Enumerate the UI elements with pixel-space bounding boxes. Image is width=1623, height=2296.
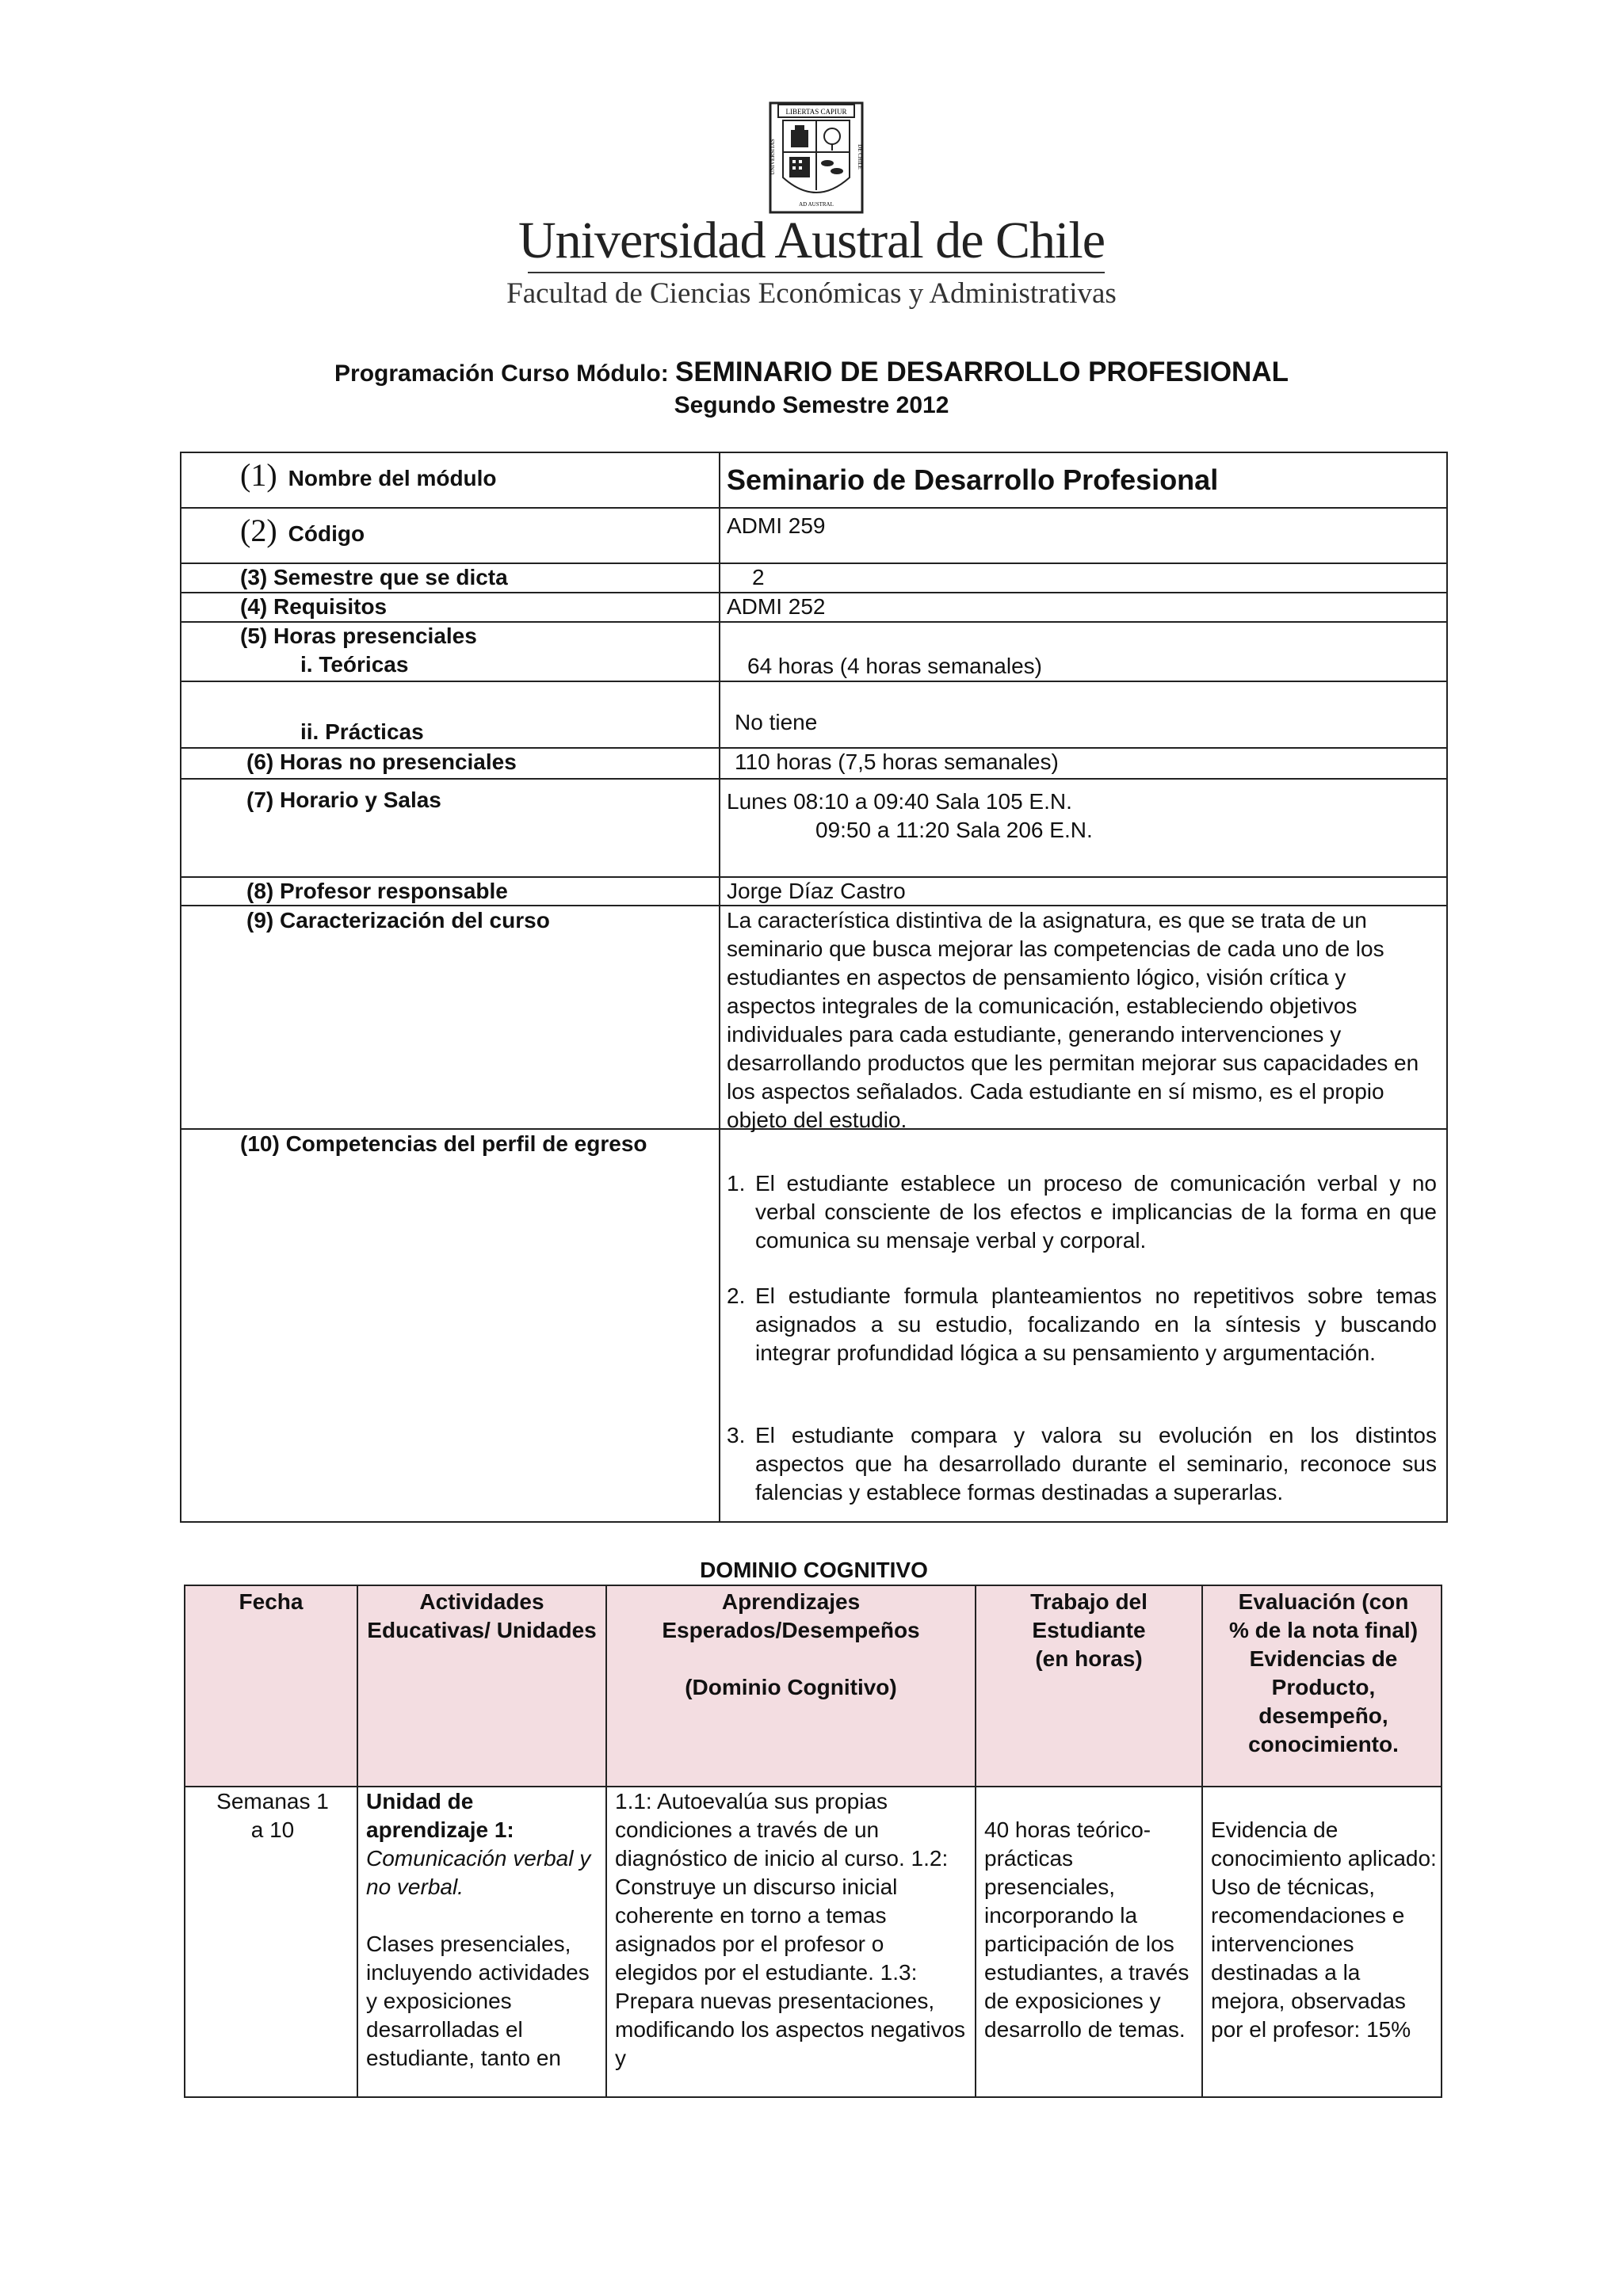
row-aprendizajes: 1.1: Autoevalúa sus propias condiciones a través de un diagnóstico de inicio al curso. 1.2: Construye un discurso inicial coherente en torno a temas asignados por el profesor o elegidos por el estudiante. 1.3: Prepara nuevas presentaciones, modificando los aspectos negativos y bbox=[615, 1789, 966, 2070]
code-value: ADMI 259 bbox=[727, 513, 826, 538]
column-divider bbox=[605, 1586, 607, 2096]
theory-hours-value: 64 horas (4 horas semanales) bbox=[747, 654, 1042, 678]
code-label: (2) Código bbox=[240, 513, 365, 548]
requirements-label: (4) Requisitos bbox=[240, 594, 388, 619]
svg-text:DE CHILE: DE CHILE bbox=[857, 144, 863, 170]
row-trabajo: 40 horas teórico-prácticas presenciales, incorporando la participación de los estudiantes, a través de exposiciones y desarrollo de temas. bbox=[984, 1817, 1190, 2042]
header-divider bbox=[528, 272, 1105, 273]
column-divider bbox=[975, 1586, 976, 2096]
university-seal-logo bbox=[767, 101, 865, 214]
row-evaluacion: Evidencia de conocimiento aplicado: Uso de técnicas, recomendaciones e intervenciones destinadas a la mejora, observadas por el profesor: 15% bbox=[1211, 1817, 1437, 2042]
requirements-value: ADMI 252 bbox=[727, 594, 826, 619]
column-divider bbox=[357, 1586, 358, 2096]
module-name-label: (1) Nombre del módulo bbox=[240, 457, 497, 493]
non-contact-hours-label: (6) Horas no presenciales bbox=[246, 749, 517, 774]
column-divider bbox=[1201, 1586, 1203, 2096]
university-name: Universidad Austral de Chile bbox=[517, 212, 1106, 269]
non-contact-hours-value: 110 horas (7,5 horas semanales) bbox=[735, 749, 1059, 774]
course-name-title: SEMINARIO DE DESARROLLO PROFESIONAL bbox=[675, 357, 1289, 387]
column-divider bbox=[719, 453, 720, 1521]
header-actividades: Actividades Educativas/ Unidades bbox=[367, 1589, 597, 1642]
professor-label: (8) Profesor responsable bbox=[246, 879, 508, 903]
document-title bbox=[158, 357, 1465, 390]
competency-1: 1. El estudiante establece un proceso de comunicación verbal y no verbal consciente de los efectos e implicancias de la forma en que comunica su mensaje verbal y corporal. bbox=[727, 1171, 1437, 1253]
schedule-value-1: Lunes 08:10 a 09:40 Sala 105 E.N. bbox=[727, 789, 1072, 814]
theory-hours-label: i. Teóricas bbox=[300, 652, 409, 677]
schedule-label: (7) Horario y Salas bbox=[246, 788, 441, 812]
module-name-value: Seminario de Desarrollo Profesional bbox=[727, 463, 1219, 496]
course-info-table bbox=[180, 452, 1448, 1523]
row-fecha: Semanas 1 a 10 bbox=[216, 1789, 329, 1842]
course-characterization-value: La característica distintiva de la asignatura, es que se trata de un seminario que busca mejorar las competencias de cada uno de los estudiantes en aspectos de pensamiento lógico, visión crítica y aspectos integrales de la comunicación, estableciendo objetivos individuales para cada estudiante, generando intervenciones y desarrollando productos que les permitan mejorar sus capacidades en los aspectos señalados. Cada estudiante en sí mismo, es el propio objeto del estudio. bbox=[727, 908, 1419, 1132]
row-divider bbox=[181, 507, 1446, 509]
competency-2: 2. El estudiante formula planteamientos no repetitivos sobre temas asignados a su estudio, focalizando en la síntesis y buscando integrar profundidad lógica a su pensamiento y argumentación. bbox=[727, 1283, 1437, 1365]
schedule-value-2: 09:50 a 11:20 Sala 206 E.N. bbox=[815, 818, 1093, 842]
row-divider bbox=[181, 681, 1446, 682]
cognitive-domain-table bbox=[184, 1585, 1442, 2098]
header-fecha: Fecha bbox=[239, 1589, 304, 1614]
contact-hours-label: (5) Horas presenciales bbox=[240, 624, 477, 648]
row-actividades: Unidad de aprendizaje 1: Comunicación verbal y no verbal. Clases presenciales, incluyendo actividades y exposiciones desarrolladas el estudiante, tanto en bbox=[366, 1789, 591, 2070]
cognitive-domain-title: DOMINIO COGNITIVO bbox=[700, 1558, 928, 1582]
svg-text:AD AUSTRAL: AD AUSTRAL bbox=[799, 201, 834, 208]
faculty-name: Facultad de Ciencias Económicas y Administrativas bbox=[506, 277, 1117, 310]
semester-value: 2 bbox=[752, 565, 765, 589]
header-dominio-cognitivo: (Dominio Cognitivo) bbox=[685, 1675, 897, 1699]
semester-label: (3) Semestre que se dicta bbox=[240, 565, 508, 589]
header-evaluacion: Evaluación (con % de la nota final) Evidencias de Producto, desempeño, conocimiento. bbox=[1228, 1589, 1419, 1756]
practice-hours-label: ii. Prácticas bbox=[300, 719, 424, 744]
competencies-label: (10) Competencias del perfil de egreso bbox=[240, 1131, 647, 1156]
header-trabajo: Trabajo del Estudiante (en horas) bbox=[1030, 1589, 1148, 1671]
svg-text:LIBERTAS CAPIUR: LIBERTAS CAPIUR bbox=[785, 108, 847, 116]
course-characterization-label: (9) Caracterización del curso bbox=[246, 908, 550, 933]
title-prefix: Programación Curso Módulo: bbox=[334, 360, 676, 387]
semester-subtitle: Segundo Semestre 2012 bbox=[674, 392, 949, 418]
svg-text:UNIVERSITAS: UNIVERSITAS bbox=[769, 139, 776, 175]
competency-3: 3. El estudiante compara y valora su evolución en los distintos aspectos que ha desarrollado durante el seminario, reconoce sus falencias y establece formas destinadas a superarlas. bbox=[727, 1423, 1437, 1505]
header-aprendizajes: Aprendizajes Esperados/Desempeños bbox=[662, 1589, 920, 1642]
professor-value: Jorge Díaz Castro bbox=[727, 879, 906, 903]
row-divider bbox=[181, 778, 1446, 780]
practice-hours-value: No tiene bbox=[735, 710, 818, 734]
